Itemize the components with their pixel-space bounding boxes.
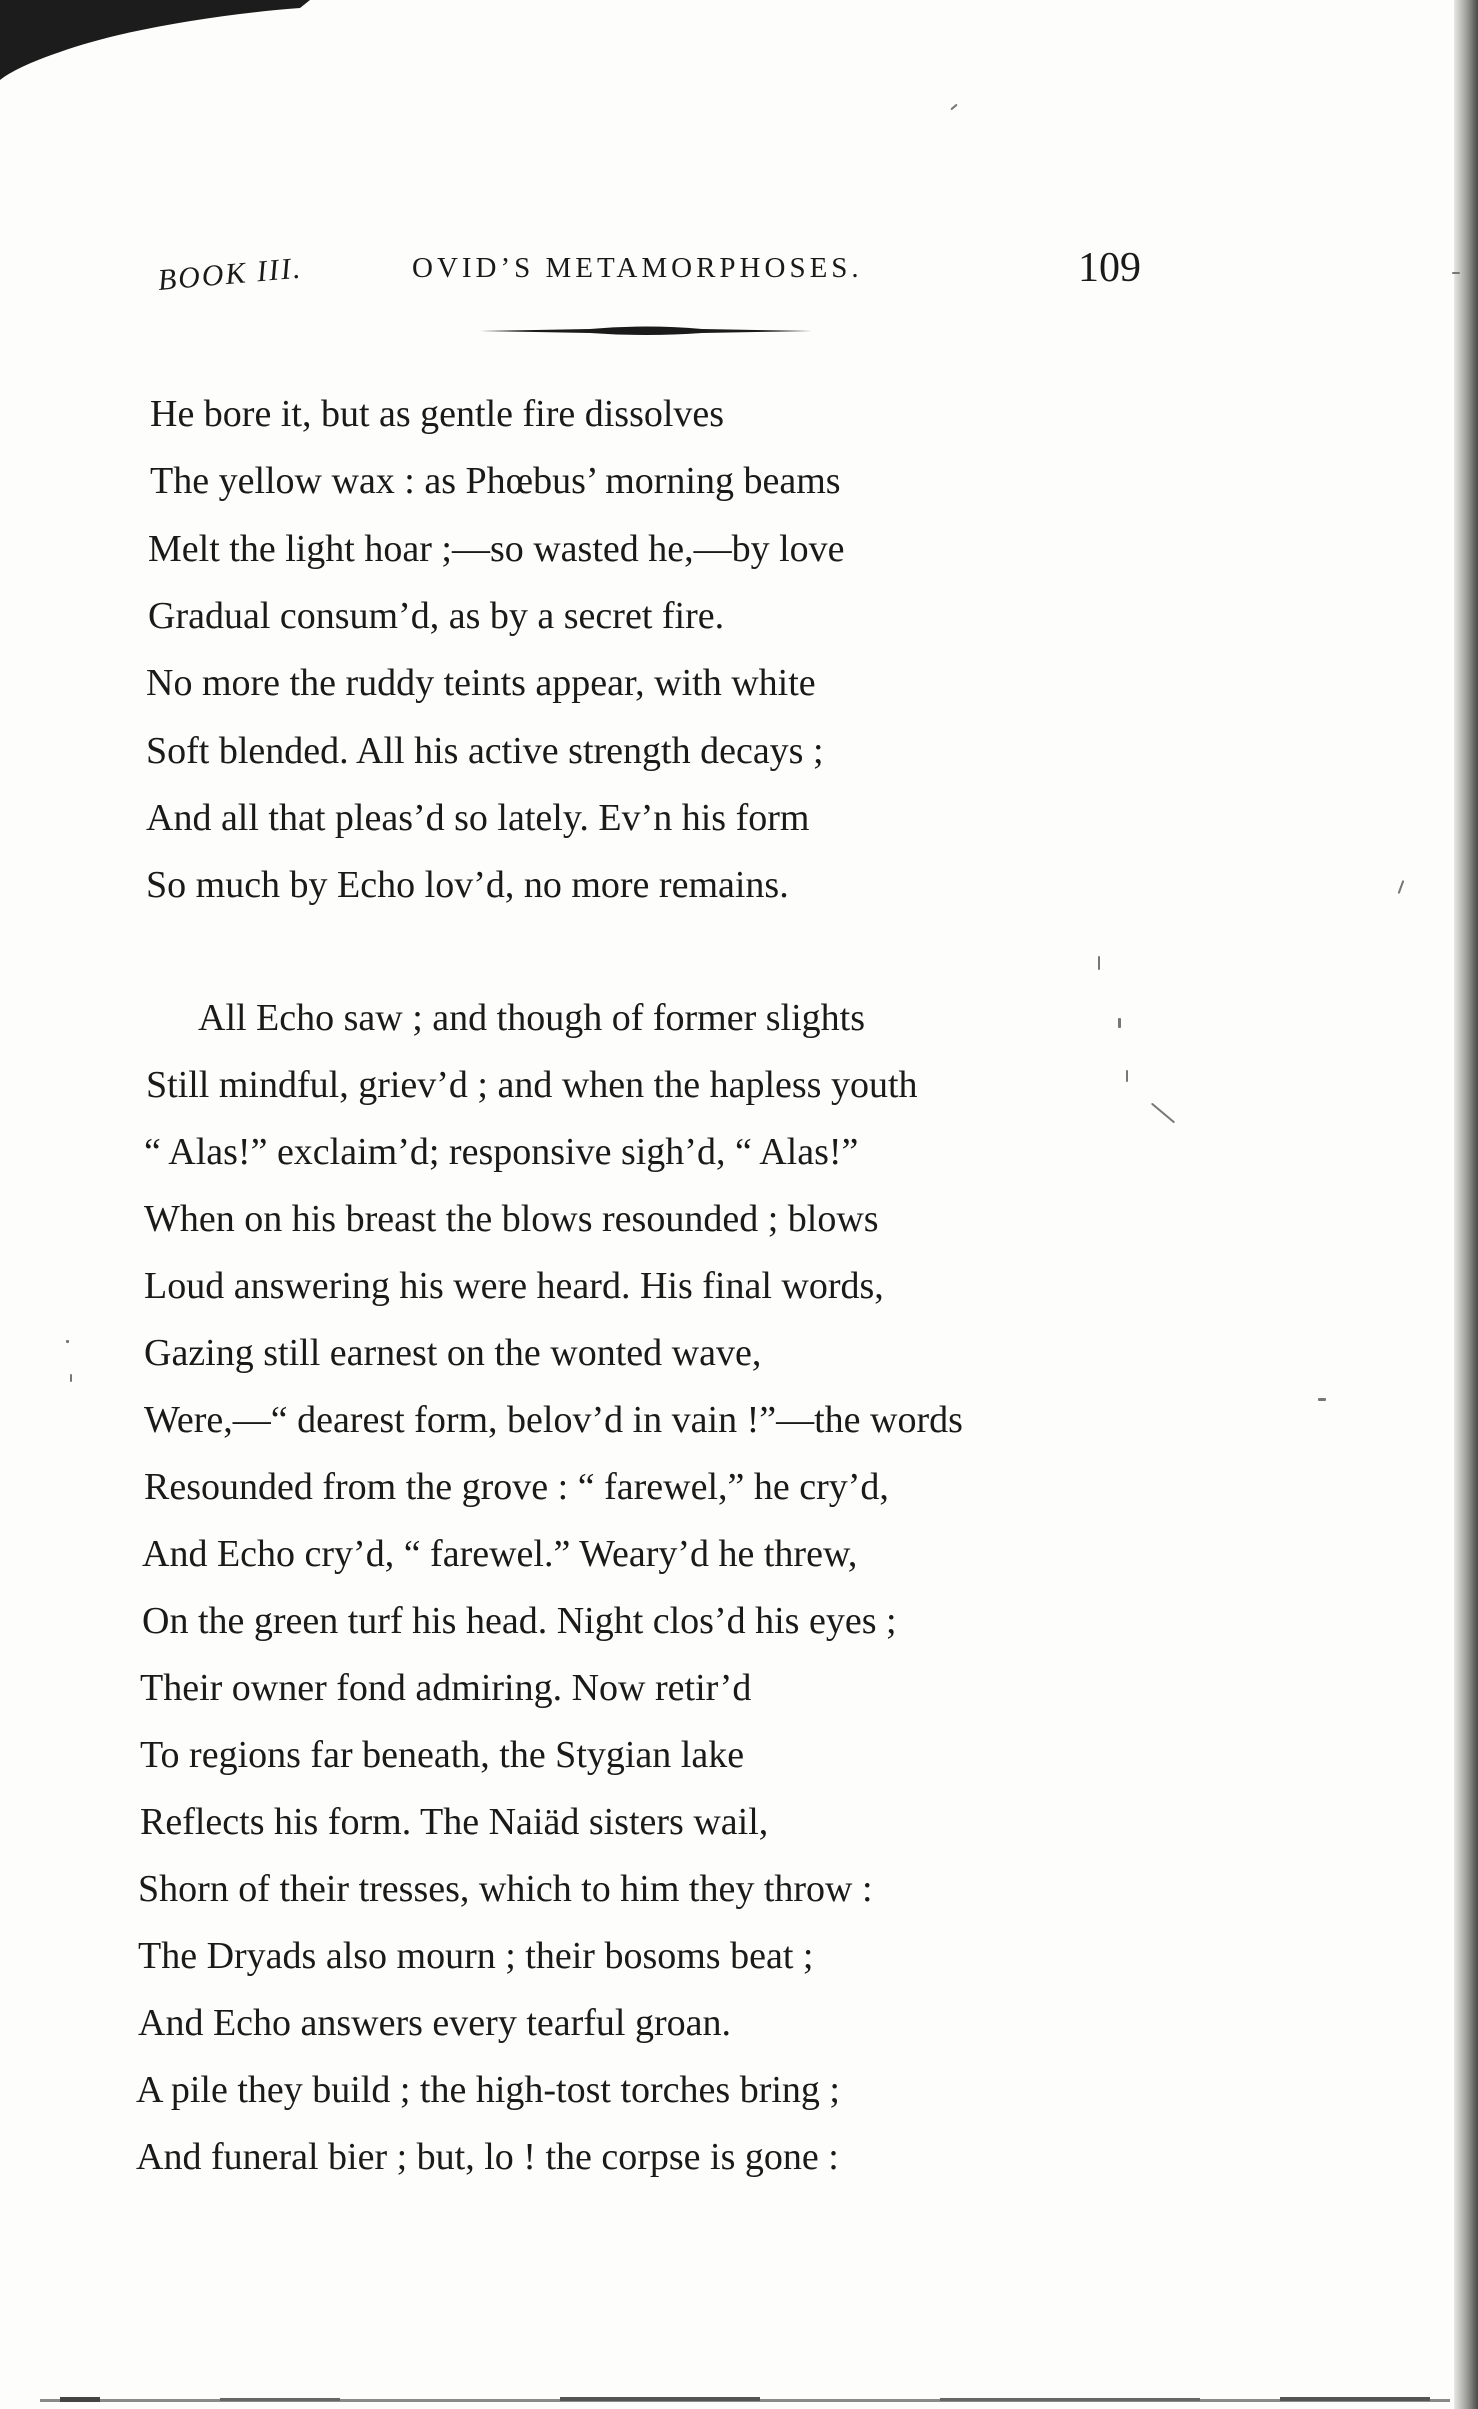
poem-line: All Echo saw ; and though of former slights bbox=[198, 997, 866, 1039]
poem-line: On the green turf his head. Night clos’d his eyes ; bbox=[142, 1600, 897, 1642]
poem-line: Shorn of their tresses, which to him they throw : bbox=[138, 1868, 873, 1910]
poem-line: Loud answering his were heard. His final words, bbox=[144, 1265, 884, 1307]
poem-line: Reflects his form. The Naiäd sisters wail, bbox=[140, 1801, 769, 1843]
poem-line: And Echo cry’d, “ farewel.” Weary’d he threw, bbox=[142, 1533, 858, 1575]
poem-line: And all that pleas’d so lately. Ev’n his form bbox=[146, 796, 810, 839]
poem-line: No more the ruddy teints appear, with white bbox=[146, 662, 816, 705]
poem-line: So much by Echo lov’d, no more remains. bbox=[146, 864, 789, 907]
poem-line: Were,—“ dearest form, belov’d in vain !”—the words bbox=[144, 1399, 963, 1441]
poem-line: When on his breast the blows resounded ; blows bbox=[144, 1198, 879, 1240]
poem-line: “ Alas!” exclaim’d; responsive sigh’d, “ Alas!” bbox=[144, 1131, 859, 1173]
poem-line: The yellow wax : as Phœbus’ morning beams bbox=[150, 460, 841, 503]
page-corner-shadow bbox=[0, 0, 310, 110]
page-bottom-edge bbox=[40, 2391, 1450, 2405]
poem-line: The Dryads also mourn ; their bosoms beat ; bbox=[138, 1935, 814, 1977]
poem-line: A pile they build ; the high-tost torches bring ; bbox=[136, 2069, 840, 2111]
page-number: 109 bbox=[1078, 245, 1141, 291]
poem-line: Gazing still earnest on the wonted wave, bbox=[144, 1332, 762, 1374]
poem-line: Their owner fond admiring. Now retir’d bbox=[140, 1667, 752, 1709]
poem-line: Melt the light hoar ;—so wasted he,—by love bbox=[148, 527, 845, 570]
poem-line: Still mindful, griev’d ; and when the hapless youth bbox=[146, 1064, 918, 1106]
poem-line: And funeral bier ; but, lo ! the corpse is gone : bbox=[136, 2136, 839, 2178]
poem-line: Resounded from the grove : “ farewel,” he cry’d, bbox=[144, 1466, 889, 1508]
ornamental-rule bbox=[480, 324, 812, 338]
poem-line: And Echo answers every tearful groan. bbox=[138, 2002, 731, 2044]
poem-line: Gradual consum’d, as by a secret fire. bbox=[148, 594, 725, 637]
poem-line: Soft blended. All his active strength decays ; bbox=[146, 729, 824, 772]
page-right-edge bbox=[1454, 0, 1478, 2409]
running-title: OVID’S METAMORPHOSES. bbox=[412, 252, 863, 284]
running-head bbox=[150, 238, 1150, 298]
poem-line: He bore it, but as gentle fire dissolves bbox=[150, 393, 725, 435]
book-label: BOOK III. bbox=[156, 251, 304, 297]
poem-line: To regions far beneath, the Stygian lake bbox=[140, 1734, 745, 1776]
